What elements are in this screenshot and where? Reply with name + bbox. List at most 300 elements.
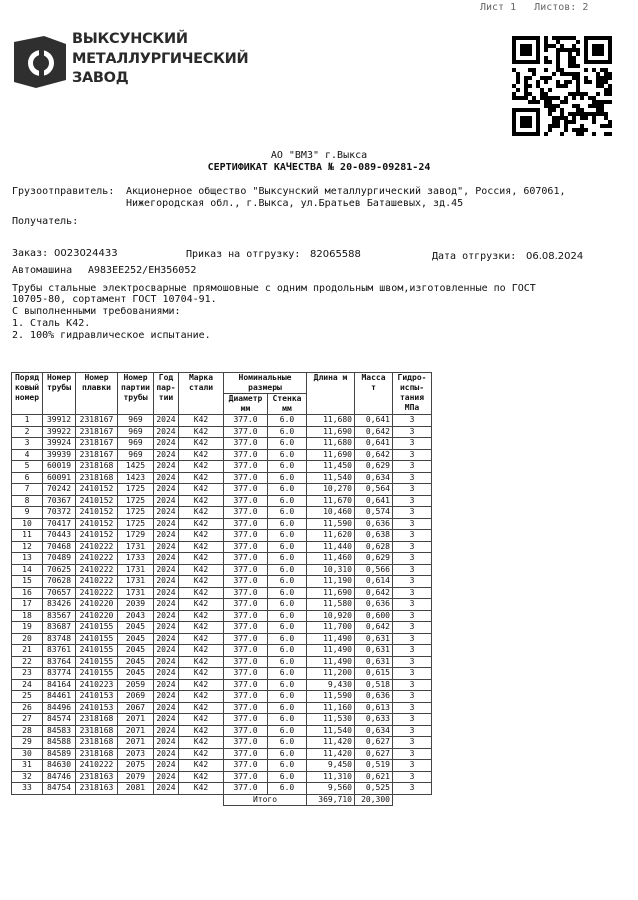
heat-number: 2410222 <box>76 553 118 565</box>
length: 9,450 <box>307 760 355 772</box>
hydro-test: 3 <box>393 541 432 553</box>
row-number: 6 <box>12 472 43 484</box>
batch-number: 1425 <box>118 461 154 473</box>
mass: 0,642 <box>355 622 393 634</box>
steel-grade: К42 <box>179 438 224 450</box>
wall: 6.0 <box>268 737 307 749</box>
batch-number: 969 <box>118 449 154 461</box>
steel-grade: К42 <box>179 645 224 657</box>
steel-grade: К42 <box>179 725 224 737</box>
wall: 6.0 <box>268 426 307 438</box>
row-number: 15 <box>12 576 43 588</box>
heat-number: 2410152 <box>76 518 118 530</box>
steel-grade: К42 <box>179 714 224 726</box>
mass: 0,564 <box>355 484 393 496</box>
diameter: 377.0 <box>224 656 268 668</box>
mass: 0,628 <box>355 541 393 553</box>
batch-year: 2024 <box>154 518 179 530</box>
vehicle-label: Автомашина <box>12 265 73 276</box>
wall: 6.0 <box>268 702 307 714</box>
mass: 0,613 <box>355 702 393 714</box>
mass: 0,641 <box>355 438 393 450</box>
length: 11,530 <box>307 714 355 726</box>
length: 11,190 <box>307 576 355 588</box>
wall: 6.0 <box>268 461 307 473</box>
shipment-order-value: 82065588 <box>310 249 361 260</box>
diameter: 377.0 <box>224 622 268 634</box>
col-header-batch: Номер партии трубы <box>118 373 154 415</box>
steel-grade: К42 <box>179 484 224 496</box>
table-row <box>12 737 432 749</box>
mass: 0,636 <box>355 691 393 703</box>
hydro-test: 3 <box>393 645 432 657</box>
batch-year: 2024 <box>154 714 179 726</box>
table-row <box>12 438 432 450</box>
batch-year: 2024 <box>154 449 179 461</box>
batch-number: 2043 <box>118 610 154 622</box>
mass: 0,600 <box>355 610 393 622</box>
row-number: 14 <box>12 564 43 576</box>
hydro-test: 3 <box>393 449 432 461</box>
diameter: 377.0 <box>224 438 268 450</box>
col-header-grade: Марка стали <box>179 373 224 415</box>
batch-year: 2024 <box>154 760 179 772</box>
total-mass: 20,300 <box>355 794 393 806</box>
heat-number: 2318168 <box>76 472 118 484</box>
table-row <box>12 633 432 645</box>
pipe-number: 84164 <box>43 679 76 691</box>
mass: 0,627 <box>355 748 393 760</box>
pipe-number: 70657 <box>43 587 76 599</box>
row-number: 29 <box>12 737 43 749</box>
table-row <box>12 760 432 772</box>
table-row <box>12 530 432 542</box>
wall: 6.0 <box>268 553 307 565</box>
logo-text: ВЫКСУНСКИЙ МЕТАЛЛУРГИЧЕСКИЙ ЗАВОД <box>72 31 249 86</box>
diameter: 377.0 <box>224 541 268 553</box>
mass: 0,631 <box>355 645 393 657</box>
heat-number: 2318168 <box>76 714 118 726</box>
table-row <box>12 691 432 703</box>
description-line3: С выполненными требованиями: <box>12 306 181 317</box>
diameter: 377.0 <box>224 645 268 657</box>
heat-number: 2410155 <box>76 622 118 634</box>
pipe-number: 83748 <box>43 633 76 645</box>
diameter: 377.0 <box>224 599 268 611</box>
mass: 0,634 <box>355 472 393 484</box>
length: 11,540 <box>307 725 355 737</box>
hydro-test: 3 <box>393 771 432 783</box>
row-number: 17 <box>12 599 43 611</box>
batch-number: 2045 <box>118 656 154 668</box>
steel-grade: К42 <box>179 495 224 507</box>
batch-year: 2024 <box>154 702 179 714</box>
batch-year: 2024 <box>154 679 179 691</box>
batch-year: 2024 <box>154 564 179 576</box>
batch-year: 2024 <box>154 415 179 427</box>
length: 11,440 <box>307 541 355 553</box>
hydro-test: 3 <box>393 518 432 530</box>
total-row <box>12 794 432 806</box>
mass: 0,519 <box>355 760 393 772</box>
batch-year: 2024 <box>154 507 179 519</box>
heat-number: 2410220 <box>76 610 118 622</box>
hydro-test: 3 <box>393 415 432 427</box>
batch-year: 2024 <box>154 771 179 783</box>
batch-year: 2024 <box>154 484 179 496</box>
wall: 6.0 <box>268 438 307 450</box>
wall: 6.0 <box>268 507 307 519</box>
diameter: 377.0 <box>224 691 268 703</box>
wall: 6.0 <box>268 541 307 553</box>
steel-grade: К42 <box>179 576 224 588</box>
length: 10,310 <box>307 564 355 576</box>
pipe-number: 39922 <box>43 426 76 438</box>
pipe-number: 39924 <box>43 438 76 450</box>
wall: 6.0 <box>268 415 307 427</box>
mass: 0,641 <box>355 495 393 507</box>
mass: 0,638 <box>355 530 393 542</box>
wall: 6.0 <box>268 645 307 657</box>
table-row <box>12 645 432 657</box>
mass: 0,636 <box>355 518 393 530</box>
row-number: 31 <box>12 760 43 772</box>
heat-number: 2318168 <box>76 461 118 473</box>
table-row <box>12 702 432 714</box>
heat-number: 2410222 <box>76 587 118 599</box>
pipe-number: 84746 <box>43 771 76 783</box>
hydro-test: 3 <box>393 472 432 484</box>
col-header-diameter: Диаметр мм <box>224 394 268 415</box>
diameter: 377.0 <box>224 484 268 496</box>
length: 11,450 <box>307 461 355 473</box>
wall: 6.0 <box>268 725 307 737</box>
row-number: 7 <box>12 484 43 496</box>
mass: 0,642 <box>355 426 393 438</box>
row-number: 33 <box>12 783 43 795</box>
pipe-number: 83426 <box>43 599 76 611</box>
certificate-title: СЕРТИФИКАТ КАЧЕСТВА № 20-089-09281-24 <box>207 162 431 173</box>
batch-number: 2067 <box>118 702 154 714</box>
pipe-number: 83764 <box>43 656 76 668</box>
length: 10,920 <box>307 610 355 622</box>
steel-grade: К42 <box>179 656 224 668</box>
col-header-length: Длина м <box>307 373 355 415</box>
diameter: 377.0 <box>224 668 268 680</box>
table-row <box>12 553 432 565</box>
row-number: 25 <box>12 691 43 703</box>
diameter: 377.0 <box>224 576 268 588</box>
row-number: 26 <box>12 702 43 714</box>
row-number: 12 <box>12 541 43 553</box>
length: 11,580 <box>307 599 355 611</box>
heat-number: 2410153 <box>76 691 118 703</box>
shipper-label: Грузоотправитель: <box>12 186 115 197</box>
steel-grade: К42 <box>179 622 224 634</box>
steel-grade: К42 <box>179 553 224 565</box>
order-label: Заказ: <box>12 248 49 259</box>
length: 11,690 <box>307 426 355 438</box>
row-number: 23 <box>12 668 43 680</box>
receiver-label: Получатель: <box>12 216 79 227</box>
wall: 6.0 <box>268 668 307 680</box>
length: 11,200 <box>307 668 355 680</box>
diameter: 377.0 <box>224 415 268 427</box>
batch-number: 1725 <box>118 484 154 496</box>
pipe-number: 84589 <box>43 748 76 760</box>
steel-grade: К42 <box>179 415 224 427</box>
table-row <box>12 714 432 726</box>
hydro-test: 3 <box>393 599 432 611</box>
batch-number: 2073 <box>118 748 154 760</box>
batch-year: 2024 <box>154 691 179 703</box>
steel-grade: К42 <box>179 472 224 484</box>
steel-grade: К42 <box>179 518 224 530</box>
length: 11,620 <box>307 530 355 542</box>
pipe-number: 70372 <box>43 507 76 519</box>
qr-code <box>512 36 612 136</box>
batch-number: 2075 <box>118 760 154 772</box>
mass: 0,634 <box>355 725 393 737</box>
heat-number: 2410152 <box>76 495 118 507</box>
batch-year: 2024 <box>154 725 179 737</box>
wall: 6.0 <box>268 530 307 542</box>
row-number: 9 <box>12 507 43 519</box>
shipper-line1: Акционерное общество "Выксунский металлургический завод", Россия, 607061, <box>126 186 566 197</box>
hydro-test: 3 <box>393 783 432 795</box>
batch-year: 2024 <box>154 472 179 484</box>
diameter: 377.0 <box>224 461 268 473</box>
heat-number: 2318168 <box>76 748 118 760</box>
hydro-test: 3 <box>393 622 432 634</box>
row-number: 20 <box>12 633 43 645</box>
mass: 0,629 <box>355 553 393 565</box>
diameter: 377.0 <box>224 748 268 760</box>
batch-number: 2081 <box>118 783 154 795</box>
heat-number: 2410222 <box>76 541 118 553</box>
length: 11,490 <box>307 645 355 657</box>
hydro-test: 3 <box>393 760 432 772</box>
mass: 0,631 <box>355 633 393 645</box>
diameter: 377.0 <box>224 737 268 749</box>
batch-number: 1725 <box>118 507 154 519</box>
heat-number: 2410223 <box>76 679 118 691</box>
length: 11,420 <box>307 748 355 760</box>
table-row <box>12 725 432 737</box>
pipe-number: 84461 <box>43 691 76 703</box>
table-row <box>12 541 432 553</box>
steel-grade: К42 <box>179 541 224 553</box>
batch-year: 2024 <box>154 576 179 588</box>
heat-number: 2410152 <box>76 484 118 496</box>
batch-year: 2024 <box>154 553 179 565</box>
steel-grade: К42 <box>179 564 224 576</box>
length: 9,430 <box>307 679 355 691</box>
hydro-test: 3 <box>393 748 432 760</box>
diameter: 377.0 <box>224 472 268 484</box>
diameter: 377.0 <box>224 426 268 438</box>
hydro-test: 3 <box>393 587 432 599</box>
steel-grade: К42 <box>179 783 224 795</box>
length: 10,270 <box>307 484 355 496</box>
table-row <box>12 783 432 795</box>
diameter: 377.0 <box>224 760 268 772</box>
batch-number: 969 <box>118 415 154 427</box>
batch-year: 2024 <box>154 668 179 680</box>
hydro-test: 3 <box>393 484 432 496</box>
batch-year: 2024 <box>154 426 179 438</box>
diameter: 377.0 <box>224 702 268 714</box>
hydro-test: 3 <box>393 737 432 749</box>
wall: 6.0 <box>268 679 307 691</box>
table-row <box>12 610 432 622</box>
length: 11,700 <box>307 622 355 634</box>
mass: 0,642 <box>355 587 393 599</box>
batch-number: 969 <box>118 438 154 450</box>
batch-year: 2024 <box>154 530 179 542</box>
pipe-number: 60091 <box>43 472 76 484</box>
batch-number: 2069 <box>118 691 154 703</box>
heat-number: 2410155 <box>76 633 118 645</box>
length: 11,680 <box>307 438 355 450</box>
pipe-number: 70242 <box>43 484 76 496</box>
batch-year: 2024 <box>154 438 179 450</box>
batch-number: 1729 <box>118 530 154 542</box>
hydro-test: 3 <box>393 495 432 507</box>
hydro-test: 3 <box>393 426 432 438</box>
hydro-test: 3 <box>393 610 432 622</box>
steel-grade: К42 <box>179 599 224 611</box>
batch-number: 1731 <box>118 587 154 599</box>
steel-grade: К42 <box>179 691 224 703</box>
row-number: 3 <box>12 438 43 450</box>
wall: 6.0 <box>268 656 307 668</box>
table-row <box>12 507 432 519</box>
table-row <box>12 748 432 760</box>
heat-number: 2318167 <box>76 415 118 427</box>
batch-number: 1733 <box>118 553 154 565</box>
batch-year: 2024 <box>154 599 179 611</box>
mass: 0,631 <box>355 656 393 668</box>
hydro-test: 3 <box>393 576 432 588</box>
total-length: 369,710 <box>307 794 355 806</box>
steel-grade: К42 <box>179 610 224 622</box>
wall: 6.0 <box>268 622 307 634</box>
diameter: 377.0 <box>224 507 268 519</box>
wall: 6.0 <box>268 771 307 783</box>
length: 11,420 <box>307 737 355 749</box>
table-row <box>12 484 432 496</box>
mass: 0,627 <box>355 737 393 749</box>
heat-number: 2410222 <box>76 564 118 576</box>
steel-grade: К42 <box>179 668 224 680</box>
description-line1: Трубы стальные электросварные прямошовные с одним продольным швом,изготовленные по ГОСТ <box>12 283 536 294</box>
steel-grade: К42 <box>179 530 224 542</box>
table-row <box>12 656 432 668</box>
col-header-hydro: Гидро- испы- тания МПа <box>393 373 432 415</box>
batch-number: 1731 <box>118 564 154 576</box>
table-row <box>12 449 432 461</box>
pipe-number: 84583 <box>43 725 76 737</box>
heat-number: 2410222 <box>76 576 118 588</box>
hydro-test: 3 <box>393 461 432 473</box>
row-number: 32 <box>12 771 43 783</box>
diameter: 377.0 <box>224 530 268 542</box>
batch-number: 2045 <box>118 633 154 645</box>
length: 11,690 <box>307 587 355 599</box>
diameter: 377.0 <box>224 449 268 461</box>
wall: 6.0 <box>268 599 307 611</box>
heat-number: 2410155 <box>76 645 118 657</box>
table-row <box>12 472 432 484</box>
diameter: 377.0 <box>224 714 268 726</box>
pipe-number: 70417 <box>43 518 76 530</box>
wall: 6.0 <box>268 472 307 484</box>
mass: 0,518 <box>355 679 393 691</box>
length: 11,680 <box>307 415 355 427</box>
batch-number: 1731 <box>118 541 154 553</box>
hydro-test: 3 <box>393 691 432 703</box>
wall: 6.0 <box>268 610 307 622</box>
batch-year: 2024 <box>154 541 179 553</box>
col-header-pipe: Номер трубы <box>43 373 76 415</box>
requirement-2: 2. 100% гидравлическое испытание. <box>12 330 211 341</box>
batch-number: 969 <box>118 426 154 438</box>
batch-year: 2024 <box>154 587 179 599</box>
hydro-test: 3 <box>393 702 432 714</box>
wall: 6.0 <box>268 748 307 760</box>
batch-number: 1423 <box>118 472 154 484</box>
mass: 0,525 <box>355 783 393 795</box>
wall: 6.0 <box>268 691 307 703</box>
wall: 6.0 <box>268 587 307 599</box>
heat-number: 2410153 <box>76 702 118 714</box>
heat-number: 2318167 <box>76 449 118 461</box>
batch-number: 2045 <box>118 622 154 634</box>
diameter: 377.0 <box>224 679 268 691</box>
batch-number: 2071 <box>118 737 154 749</box>
diameter: 377.0 <box>224 725 268 737</box>
batch-year: 2024 <box>154 737 179 749</box>
length: 11,540 <box>307 472 355 484</box>
mass: 0,615 <box>355 668 393 680</box>
row-number: 8 <box>12 495 43 507</box>
batch-year: 2024 <box>154 495 179 507</box>
pipe-number: 70468 <box>43 541 76 553</box>
diameter: 377.0 <box>224 553 268 565</box>
company-logo <box>14 30 249 90</box>
vehicle-value: А983ЕЕ252/ЕН356052 <box>88 265 197 276</box>
steel-grade: К42 <box>179 507 224 519</box>
batch-year: 2024 <box>154 622 179 634</box>
mass: 0,636 <box>355 599 393 611</box>
row-number: 5 <box>12 461 43 473</box>
pipe-number: 83687 <box>43 622 76 634</box>
table-row <box>12 495 432 507</box>
length: 11,460 <box>307 553 355 565</box>
col-header-mass: Масса т <box>355 373 393 415</box>
table-row <box>12 587 432 599</box>
heat-number: 2318163 <box>76 771 118 783</box>
heat-number: 2410155 <box>76 668 118 680</box>
table-row <box>12 576 432 588</box>
batch-year: 2024 <box>154 610 179 622</box>
pipe-number: 84496 <box>43 702 76 714</box>
row-number: 4 <box>12 449 43 461</box>
ship-date-value: 06.08.2024 <box>526 251 584 262</box>
heat-number: 2318167 <box>76 426 118 438</box>
ship-date-label: Дата отгрузки: <box>432 251 517 262</box>
